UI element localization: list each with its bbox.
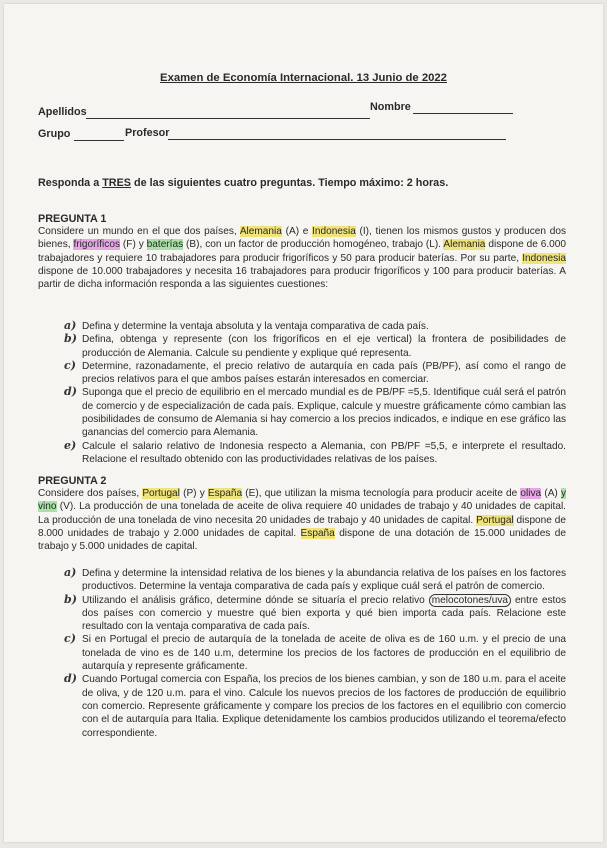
apellidos-field[interactable] <box>86 118 370 119</box>
profesor-label: Profesor <box>125 127 170 139</box>
list-item: e) Calcule el salario relativo de Indonesia respecto a Alemania, con PB/PF =5,5, e interprete el resultado. Relacione el resultado obtenido con las productividades relativas de los países. <box>64 438 566 465</box>
list-item: a) Defina y determine la ventaja absoluta y la ventaja comparativa de cada país. <box>64 319 429 332</box>
question-1-heading: PREGUNTA 1 <box>38 213 107 225</box>
grupo-label: Grupo <box>38 128 71 140</box>
nombre-label: Nombre <box>370 101 411 113</box>
list-item: b) Utilizando el análisis gráfico, determine dónde se situaría el precio relativo melocotones/uva entre estos dos países con comercio y muestre qué bien exporta y qué bien importa cada país. Relacione este resultado con la ventaja comparativa de cada país. <box>64 592 566 633</box>
question-1-intro: Considere un mundo en el que dos países, Alemania (A) e Indonesia (I), tienen los mismos gustos y producen dos bienes, frigoríficos (F) y baterías (B), con un factor de producción homogéneo, trabajo (L). Alemania dispone de 6.000 trabajadores y requiere 10 trabajadores para producir frigoríficos y 50 para producir baterías. Por su parte, Indonesia dispone de 10.000 trabajadores y necesita 16 trabajadores para producir frigoríficos y 100 para producir baterías. A partir de dicha información responda a las siguientes cuestiones: <box>38 226 567 291</box>
list-item: b) Defina, obtenga y represente (con los frigoríficos en el eje vertical) la frontera de posibilidades de producción de Alemania. Calcule su pendiente y explique qué representa. <box>64 332 566 359</box>
question-1-items <box>64 319 566 466</box>
question-2-items <box>64 566 566 740</box>
list-item: d) Suponga que el precio de equilibrio en el mercado mundial es de PB/PF =5,5. Identifique cuál será el patrón de comercio y de especialización de cada país. Explique, calcule y muestre gráficamente cómo cambian las posibilidades de consumo de Alemania si hay comercio a los precios indicados, e indique en ese gráfico las ganancias del comercio para Alemania. <box>64 385 566 439</box>
list-item: d) Cuando Portugal comercia con España, los precios de los bienes cambian, y son de 180 u.m. para el aceite de oliva, y de 120 u.m. para el vino. Calcule los nuevos precios de los factores de producción de equilibrio con comercio. Represente gráficamente y compare los precios de los factores en el equilibrio con comercio con el de autarquía para Italia. Explique detenidamente los cambios producidos utilizando el teorema/efecto correspondiente. <box>64 672 566 739</box>
exam-title: Examen de Economía Internacional. 13 Junio de 2022 <box>160 72 447 84</box>
profesor-field[interactable] <box>168 139 506 140</box>
apellidos-label: Apellidos <box>38 106 87 118</box>
grupo-field[interactable] <box>74 140 124 141</box>
instructions: Responda a TRES de las siguientes cuatro preguntas. Tiempo máximo: 2 horas. <box>38 177 449 189</box>
question-2-heading: PREGUNTA 2 <box>38 475 107 487</box>
list-item: a) Defina y determine la intensidad relativa de los bienes y la abundancia relativa de los países en los factores productivos. Determine la ventaja comparativa de cada país y explique cuál será el patrón de comercio. <box>64 566 566 593</box>
list-item: c) Determine, razonadamente, el precio relativo de autarquía en cada país (PB/PF), así como el rango de precios relativos para el que ambos países estarán interesados en comerciar. <box>64 358 566 386</box>
list-item: c) Si en Portugal el precio de autarquía de la tonelada de aceite de oliva es de 160 u.m. y el precio de una tonelada de vino es de 140 u.m, determine los precios de los factores de producción en el equilibrio de autarquía y represente gráficamente. <box>64 632 566 673</box>
nombre-field[interactable] <box>413 113 513 114</box>
question-2-intro: Considere dos países, Portugal (P) y España (E), que utilizan la misma tecnología para producir aceite de oliva (A) y vino (V). La producción de una tonelada de aceite de oliva requiere 40 unidades de trabajo y 40 unidades de capital. La producción de una tonelada de vino necesita 20 unidades de trabajo y 40 unidades de capital. Portugal dispone de 8.000 unidades de trabajo y 2.000 unidades de capital. España dispone de una dotación de 15.000 unidades de trabajo y 5.000 unidades de capital. <box>38 488 566 553</box>
